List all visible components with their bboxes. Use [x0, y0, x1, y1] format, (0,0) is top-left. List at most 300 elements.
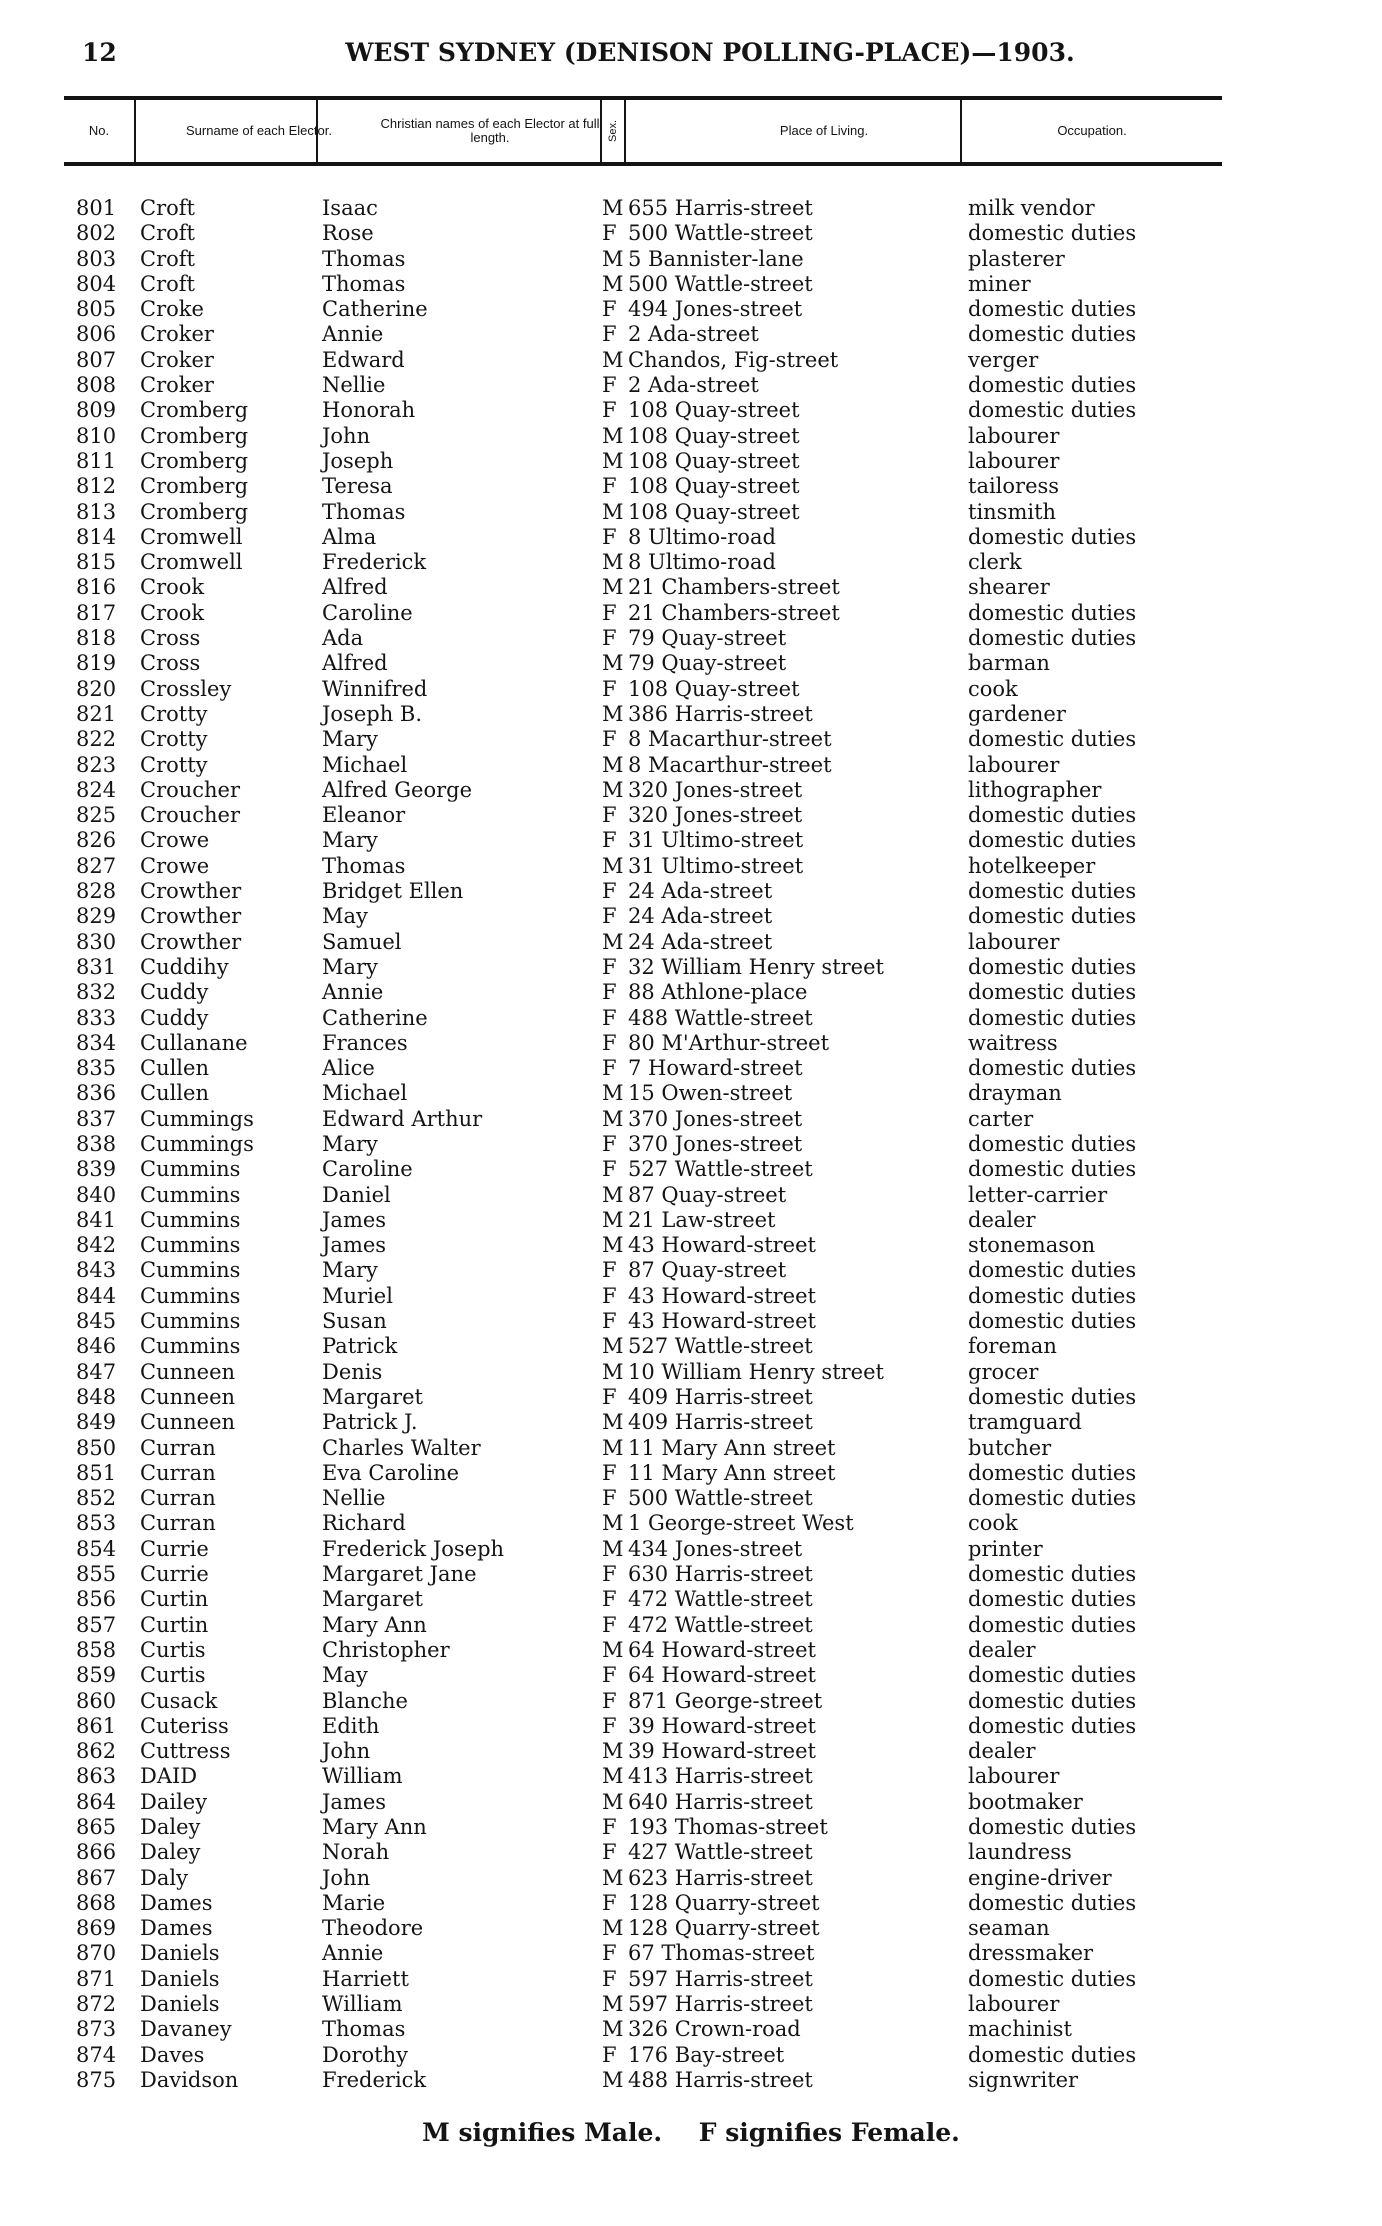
place-of-living: 87 Quay-street	[628, 1258, 787, 1283]
christian-names: James	[322, 1789, 387, 1814]
place-of-living: 488 Harris-street	[628, 2067, 813, 2092]
elector-number: 847	[76, 1359, 117, 1384]
page-title: WEST SYDNEY (DENISON POLLING-PLACE)—1903.	[345, 38, 1075, 67]
surname: Cunneen	[140, 1359, 236, 1384]
place-of-living: 370 Jones-street	[628, 1106, 803, 1131]
sex: F	[602, 1460, 617, 1485]
place-of-living: 64 Howard-street	[628, 1663, 816, 1688]
sex: M	[602, 752, 624, 777]
christian-names: Michael	[322, 752, 408, 777]
christian-names: John	[322, 1865, 371, 1890]
surname: Croft	[140, 271, 195, 296]
elector-number: 833	[76, 1005, 117, 1030]
surname: Cuddihy	[140, 954, 229, 979]
surname: Cunneen	[140, 1384, 236, 1409]
elector-number: 819	[76, 651, 117, 676]
elector-number: 802	[76, 221, 117, 246]
table-row	[0, 955, 1382, 980]
place-of-living: 427 Wattle-street	[628, 1840, 813, 1865]
place-of-living: 79 Quay-street	[628, 651, 787, 676]
sex: F	[602, 1030, 617, 1055]
table-row	[0, 1006, 1382, 1031]
table-row	[0, 221, 1382, 246]
occupation: domestic duties	[968, 1131, 1137, 1156]
table-row	[0, 196, 1382, 221]
occupation: tinsmith	[968, 499, 1057, 524]
occupation: lithographer	[968, 777, 1102, 802]
sex: M	[602, 499, 624, 524]
surname: Cummings	[140, 1131, 254, 1156]
occupation: domestic duties	[968, 879, 1137, 904]
surname: Crotty	[140, 727, 208, 752]
table-row	[0, 1562, 1382, 1587]
table-row	[0, 1992, 1382, 2017]
elector-number: 811	[76, 448, 117, 473]
surname: Cummings	[140, 1106, 254, 1131]
sex: M	[602, 2067, 624, 2092]
christian-names: Annie	[322, 322, 384, 347]
sex: F	[602, 1258, 617, 1283]
sex: F	[602, 373, 617, 398]
surname: Cullen	[140, 1081, 209, 1106]
table-row	[0, 1916, 1382, 1941]
christian-names: Catherine	[322, 1005, 428, 1030]
surname: Cullanane	[140, 1030, 248, 1055]
elector-number: 872	[76, 1992, 117, 2017]
elector-number: 873	[76, 2017, 117, 2042]
table-row	[0, 1157, 1382, 1182]
surname: Croft	[140, 221, 195, 246]
place-of-living: 32 William Henry street	[628, 954, 884, 979]
table-row	[0, 980, 1382, 1005]
table-row	[0, 879, 1382, 904]
christian-names: Christopher	[322, 1637, 450, 1662]
sex: M	[602, 1536, 624, 1561]
sex: F	[602, 803, 617, 828]
occupation: cook	[968, 1511, 1018, 1536]
christian-names: Harriett	[322, 1966, 409, 1991]
elector-number: 829	[76, 904, 117, 929]
christian-names: Honorah	[322, 398, 416, 423]
christian-names: Muriel	[322, 1283, 393, 1308]
elector-number: 834	[76, 1030, 117, 1055]
surname: Crowther	[140, 879, 242, 904]
elector-number: 865	[76, 1815, 117, 1839]
occupation: domestic duties	[968, 1384, 1137, 1409]
elector-number: 839	[76, 1157, 117, 1182]
table-row	[0, 348, 1382, 373]
occupation: domestic duties	[968, 373, 1137, 398]
table-row	[0, 1714, 1382, 1739]
table-row	[0, 449, 1382, 474]
sex: F	[602, 879, 617, 904]
place-of-living: 108 Quay-street	[628, 676, 800, 701]
place-of-living: 655 Harris-street	[628, 196, 813, 220]
place-of-living: 8 Macarthur-street	[628, 752, 832, 777]
elector-number: 848	[76, 1384, 117, 1409]
elector-number: 817	[76, 600, 117, 625]
table-row	[0, 702, 1382, 727]
elector-number: 808	[76, 373, 117, 398]
christian-names: Catherine	[322, 297, 428, 322]
occupation: domestic duties	[968, 221, 1137, 246]
table-row	[0, 474, 1382, 499]
occupation: domestic duties	[968, 600, 1137, 625]
occupation: dealer	[968, 1739, 1036, 1764]
surname: Curran	[140, 1435, 216, 1460]
elector-number: 820	[76, 676, 117, 701]
surname: Cuteriss	[140, 1713, 229, 1738]
table-row	[0, 1663, 1382, 1688]
occupation: tramguard	[968, 1410, 1082, 1435]
place-of-living: 5 Bannister-lane	[628, 246, 804, 271]
sex: M	[602, 1106, 624, 1131]
table-row	[0, 1511, 1382, 1536]
occupation: clerk	[968, 550, 1022, 575]
sex: F	[602, 1966, 617, 1991]
place-of-living: 527 Wattle-street	[628, 1334, 813, 1359]
sex: M	[602, 701, 624, 726]
christian-names: Isaac	[322, 196, 378, 220]
surname: Curtis	[140, 1637, 206, 1662]
christian-names: Marie	[322, 1890, 386, 1915]
christian-names: May	[322, 904, 368, 929]
table-row	[0, 1486, 1382, 1511]
occupation: stonemason	[968, 1233, 1096, 1258]
christian-names: Alma	[322, 524, 377, 549]
place-of-living: 370 Jones-street	[628, 1131, 803, 1156]
sex: F	[602, 1056, 617, 1081]
table-row	[0, 778, 1382, 803]
sex: M	[602, 853, 624, 878]
christian-names: Mary	[322, 828, 378, 853]
christian-names: John	[322, 423, 371, 448]
place-of-living: 43 Howard-street	[628, 1233, 816, 1258]
table-row	[0, 854, 1382, 879]
place-of-living: 108 Quay-street	[628, 398, 800, 423]
place-of-living: 494 Jones-street	[628, 297, 803, 322]
elector-number: 836	[76, 1081, 117, 1106]
sex: F	[602, 1309, 617, 1334]
table-row	[0, 1233, 1382, 1258]
christian-names: Annie	[322, 980, 384, 1005]
occupation: domestic duties	[968, 398, 1137, 423]
elector-number: 861	[76, 1713, 117, 1738]
place-of-living: 7 Howard-street	[628, 1056, 803, 1081]
occupation: domestic duties	[968, 954, 1137, 979]
place-of-living: 11 Mary Ann street	[628, 1435, 836, 1460]
table-row	[0, 272, 1382, 297]
surname: Croucher	[140, 803, 241, 828]
sex: F	[602, 1890, 617, 1915]
sex: F	[602, 1486, 617, 1511]
christian-names: Margaret	[322, 1384, 423, 1409]
christian-names: Daniel	[322, 1182, 391, 1207]
table-row	[0, 677, 1382, 702]
christian-names: Thomas	[322, 2017, 406, 2042]
elector-number: 822	[76, 727, 117, 752]
occupation: domestic duties	[968, 297, 1137, 322]
table-row	[0, 1334, 1382, 1359]
occupation: signwriter	[968, 2067, 1079, 2092]
place-of-living: 21 Chambers-street	[628, 575, 840, 600]
surname: Cummins	[140, 1207, 241, 1232]
occupation: domestic duties	[968, 1966, 1137, 1991]
christian-names: Alice	[322, 1056, 375, 1081]
christian-names: Rose	[322, 221, 374, 246]
elector-number: 830	[76, 929, 117, 954]
column-header-sex-label: Sex.	[607, 119, 619, 142]
place-of-living: 472 Wattle-street	[628, 1587, 813, 1612]
elector-number: 823	[76, 752, 117, 777]
occupation: domestic duties	[968, 828, 1137, 853]
sex: M	[602, 575, 624, 600]
surname: Curran	[140, 1460, 216, 1485]
surname: Curtin	[140, 1587, 209, 1612]
surname: Currie	[140, 1536, 209, 1561]
table-row	[0, 1967, 1382, 1992]
occupation: machinist	[968, 2017, 1072, 2042]
occupation: labourer	[968, 423, 1060, 448]
christian-names: Alfred	[322, 575, 388, 600]
surname: Cummins	[140, 1182, 241, 1207]
sex: F	[602, 1157, 617, 1182]
occupation: seaman	[968, 1916, 1050, 1941]
surname: Croker	[140, 347, 214, 372]
elector-number: 874	[76, 2042, 117, 2067]
place-of-living: 15 Owen-street	[628, 1081, 793, 1106]
sex: F	[602, 600, 617, 625]
christian-names: May	[322, 1663, 368, 1688]
occupation: carter	[968, 1106, 1034, 1131]
surname: Cummins	[140, 1157, 241, 1182]
elector-number: 803	[76, 246, 117, 271]
surname: Cummins	[140, 1309, 241, 1334]
surname: Crowther	[140, 904, 242, 929]
sex: F	[602, 398, 617, 423]
occupation: domestic duties	[968, 1688, 1137, 1713]
sex: M	[602, 1637, 624, 1662]
surname: Cross	[140, 651, 201, 676]
christian-names: Susan	[322, 1309, 387, 1334]
place-of-living: 80 M'Arthur-street	[628, 1030, 830, 1055]
occupation: domestic duties	[968, 727, 1137, 752]
table-row	[0, 1689, 1382, 1714]
occupation: milk vendor	[968, 196, 1095, 220]
table-row	[0, 930, 1382, 955]
elector-number: 826	[76, 828, 117, 853]
occupation: domestic duties	[968, 1612, 1137, 1637]
christian-names: Teresa	[322, 474, 393, 499]
table-row	[0, 575, 1382, 600]
place-of-living: 409 Harris-street	[628, 1384, 813, 1409]
christian-names: Theodore	[322, 1916, 424, 1941]
elector-number: 825	[76, 803, 117, 828]
elector-number: 852	[76, 1486, 117, 1511]
place-of-living: 2 Ada-street	[628, 322, 759, 347]
occupation: plasterer	[968, 246, 1065, 271]
table-row	[0, 1587, 1382, 1612]
place-of-living: 108 Quay-street	[628, 448, 800, 473]
christian-names: Nellie	[322, 373, 386, 398]
table-row	[0, 651, 1382, 676]
christian-names: Eva Caroline	[322, 1460, 460, 1485]
christian-names: Frances	[322, 1030, 408, 1055]
occupation: domestic duties	[968, 1258, 1137, 1283]
place-of-living: 24 Ada-street	[628, 929, 773, 954]
elector-number: 821	[76, 701, 117, 726]
column-header-place: Place of Living.	[779, 123, 869, 138]
place-of-living: 597 Harris-street	[628, 1966, 813, 1991]
surname: Crowe	[140, 828, 210, 853]
table-row	[0, 550, 1382, 575]
christian-names: Annie	[322, 1941, 384, 1966]
surname: Cummins	[140, 1233, 241, 1258]
elector-number: 806	[76, 322, 117, 347]
elector-number: 875	[76, 2067, 117, 2092]
elector-number: 844	[76, 1283, 117, 1308]
elector-number: 827	[76, 853, 117, 878]
christian-names: Frederick Joseph	[322, 1536, 505, 1561]
elector-number: 841	[76, 1207, 117, 1232]
occupation: labourer	[968, 448, 1060, 473]
surname: Daly	[140, 1865, 188, 1890]
elector-number: 850	[76, 1435, 117, 1460]
place-of-living: 10 William Henry street	[628, 1359, 884, 1384]
table-row	[0, 1461, 1382, 1486]
surname: Davaney	[140, 2017, 232, 2042]
elector-number: 813	[76, 499, 117, 524]
place-of-living: 108 Quay-street	[628, 474, 800, 499]
occupation: labourer	[968, 1764, 1060, 1789]
elector-number: 851	[76, 1460, 117, 1485]
elector-number: 858	[76, 1637, 117, 1662]
elector-number: 849	[76, 1410, 117, 1435]
occupation: foreman	[968, 1334, 1057, 1359]
christian-names: Mary Ann	[322, 1612, 427, 1637]
christian-names: Thomas	[322, 246, 406, 271]
sex: M	[602, 1182, 624, 1207]
place-of-living: 39 Howard-street	[628, 1739, 816, 1764]
elector-number: 867	[76, 1865, 117, 1890]
elector-number: 842	[76, 1233, 117, 1258]
elector-number: 816	[76, 575, 117, 600]
surname: Daniels	[140, 1992, 220, 2017]
christian-names: Nellie	[322, 1486, 386, 1511]
surname: Daley	[140, 1840, 201, 1865]
table-row	[0, 2043, 1382, 2068]
christian-names: Bridget Ellen	[322, 879, 464, 904]
christian-names: Edward	[322, 347, 405, 372]
table-row	[0, 525, 1382, 550]
christian-names: Charles Walter	[322, 1435, 481, 1460]
occupation: domestic duties	[968, 322, 1137, 347]
christian-names: Winnifred	[322, 676, 428, 701]
place-of-living: 24 Ada-street	[628, 879, 773, 904]
occupation: domestic duties	[968, 1486, 1137, 1511]
elector-number: 837	[76, 1106, 117, 1131]
occupation: domestic duties	[968, 1460, 1137, 1485]
sex: M	[602, 1916, 624, 1941]
occupation: grocer	[968, 1359, 1039, 1384]
elector-number: 807	[76, 347, 117, 372]
surname: Daley	[140, 1815, 201, 1839]
footer-female-legend: F signifies Female.	[698, 2118, 960, 2147]
elector-number: 846	[76, 1334, 117, 1359]
christian-names: Frederick	[322, 2067, 427, 2092]
elector-number: 815	[76, 550, 117, 575]
sex: F	[602, 676, 617, 701]
table-row	[0, 2068, 1382, 2093]
surname: Croft	[140, 246, 195, 271]
surname: Crowe	[140, 853, 210, 878]
elector-number: 857	[76, 1612, 117, 1637]
christian-names: Mary	[322, 1258, 378, 1283]
table-row	[0, 803, 1382, 828]
place-of-living: 21 Chambers-street	[628, 600, 840, 625]
sex: F	[602, 297, 617, 322]
sex: F	[602, 1005, 617, 1030]
christian-names: Margaret	[322, 1587, 423, 1612]
elector-number: 866	[76, 1840, 117, 1865]
elector-number: 838	[76, 1131, 117, 1156]
table-row	[0, 1132, 1382, 1157]
place-of-living: 1 George-street West	[628, 1511, 854, 1536]
place-of-living: 108 Quay-street	[628, 423, 800, 448]
table-row	[0, 297, 1382, 322]
sex: M	[602, 550, 624, 575]
page-number: 12	[82, 38, 117, 67]
surname: Dailey	[140, 1789, 208, 1814]
occupation: waitress	[968, 1030, 1058, 1055]
table-row	[0, 1638, 1382, 1663]
occupation: tailoress	[968, 474, 1060, 499]
table-row	[0, 626, 1382, 651]
elector-number: 859	[76, 1663, 117, 1688]
surname: Curtin	[140, 1612, 209, 1637]
sex: M	[602, 1435, 624, 1460]
place-of-living: 21 Law-street	[628, 1207, 776, 1232]
surname: Crotty	[140, 701, 208, 726]
table-row	[0, 1613, 1382, 1638]
elector-number: 810	[76, 423, 117, 448]
surname: Daniels	[140, 1966, 220, 1991]
christian-names: Edith	[322, 1713, 380, 1738]
sex: M	[602, 1789, 624, 1814]
place-of-living: 24 Ada-street	[628, 904, 773, 929]
place-of-living: 413 Harris-street	[628, 1764, 813, 1789]
sex: M	[602, 2017, 624, 2042]
occupation: domestic duties	[968, 524, 1137, 549]
surname: Cummins	[140, 1334, 241, 1359]
table-row	[0, 398, 1382, 423]
sex: M	[602, 347, 624, 372]
elector-number: 870	[76, 1941, 117, 1966]
sex: F	[602, 727, 617, 752]
christian-names: Joseph B.	[322, 701, 423, 726]
table-row	[0, 1739, 1382, 1764]
place-of-living: 31 Ultimo-street	[628, 828, 804, 853]
occupation: domestic duties	[968, 1713, 1137, 1738]
sex: M	[602, 1764, 624, 1789]
table-row	[0, 1866, 1382, 1891]
place-of-living: 2 Ada-street	[628, 373, 759, 398]
occupation: printer	[968, 1536, 1043, 1561]
elector-number: 856	[76, 1587, 117, 1612]
christian-names: Mary	[322, 727, 378, 752]
column-header-occupation: Occupation.	[1057, 123, 1127, 138]
place-of-living: 409 Harris-street	[628, 1410, 813, 1435]
